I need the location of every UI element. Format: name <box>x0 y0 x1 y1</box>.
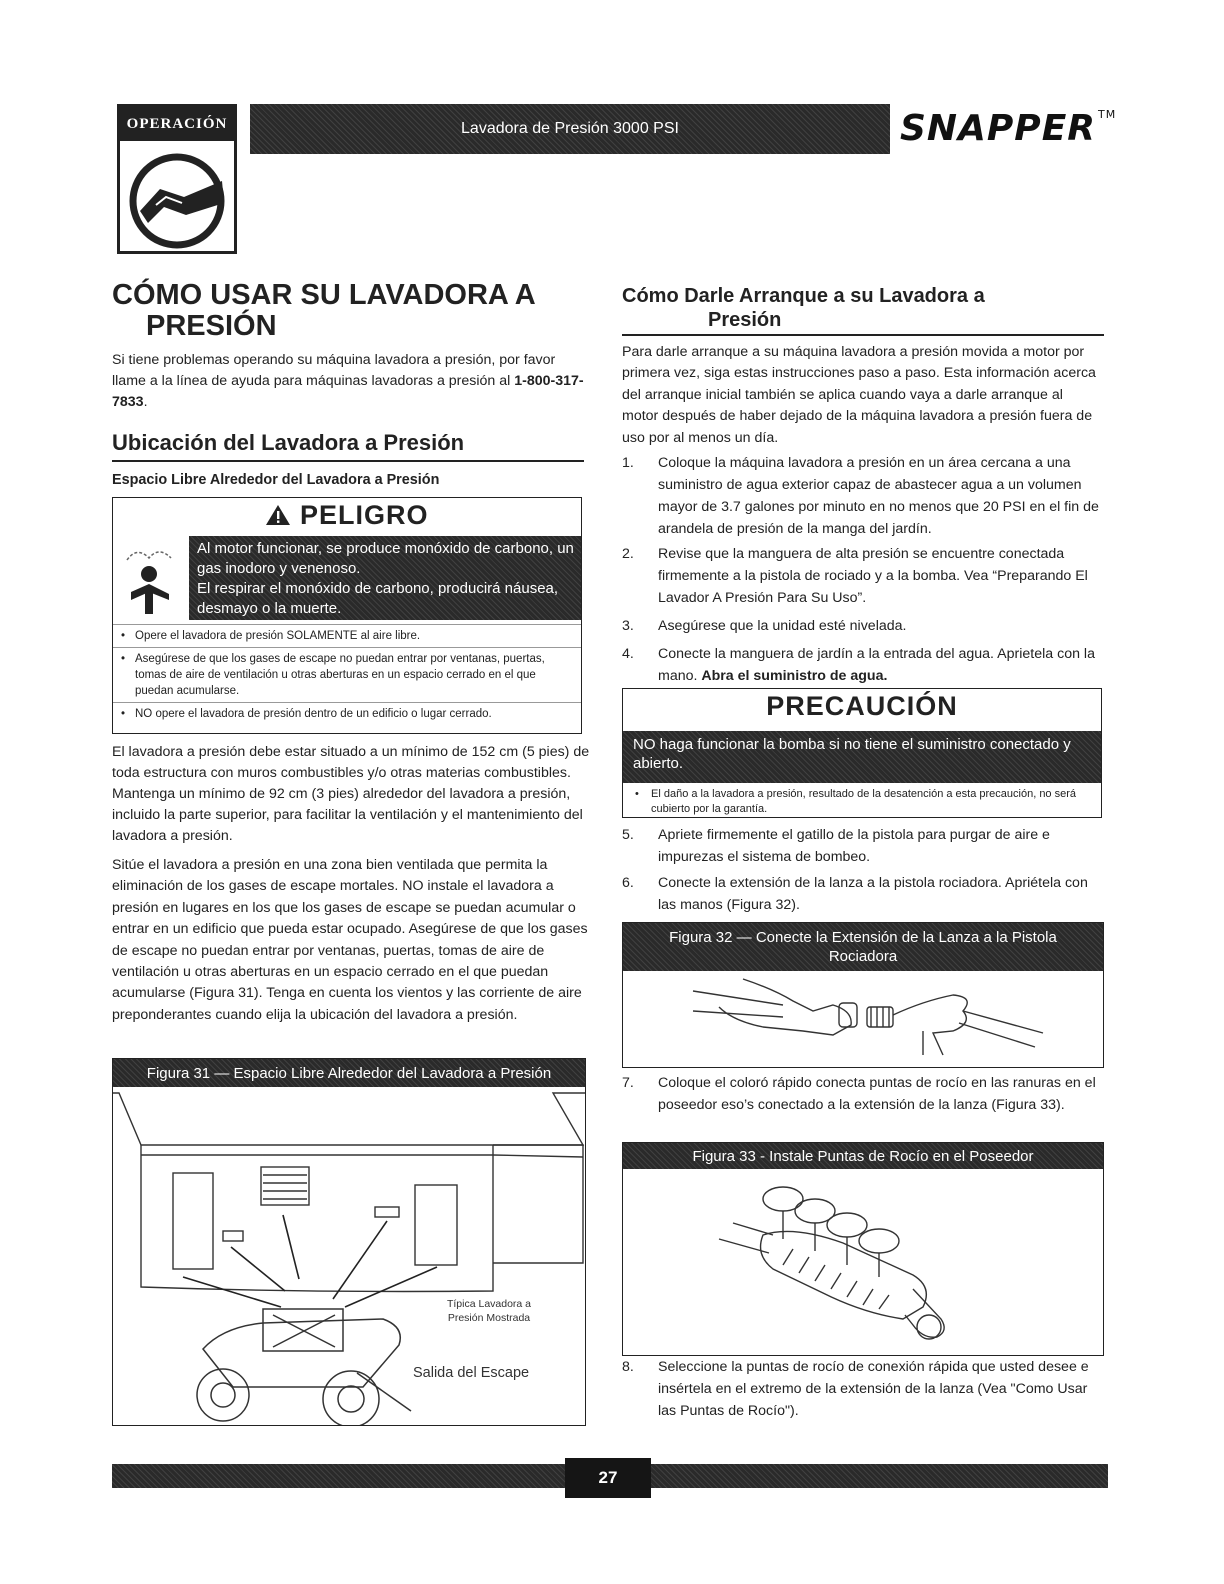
step-number: 3. <box>622 618 634 634</box>
figure-31-caption: Figura 31 — Espacio Libre Alrededor del Lavadora a Presión <box>113 1059 585 1087</box>
danger-title-text: PELIGRO <box>300 500 429 530</box>
figure-33 <box>622 1142 1104 1356</box>
step-text-plain: Conecte la manguera de jardín a la entrada del agua. Aprietela con la mano. <box>658 646 1095 684</box>
danger-title <box>113 500 581 531</box>
danger-item: • Opere el lavadora de presión SOLAMENTE al aire libre. <box>113 624 581 647</box>
typical-unit-label: Típica Lavadora a Presión Mostrada <box>446 1298 532 1324</box>
starting-heading-line-2: Presión <box>708 309 782 331</box>
step-item <box>622 643 1102 687</box>
figure-32-caption <box>623 923 1103 971</box>
helpline-phone: 1-800-317-7833 <box>112 373 584 410</box>
toxic-fumes-icon <box>119 542 189 618</box>
location-heading: Ubicación del Lavadora a Presión <box>112 430 584 462</box>
step-item <box>622 452 1102 540</box>
caution-item: • El daño a la lavadora a presión, resultado de la desatención a esta precaución, no será cubierto por la garantía. <box>623 785 1101 817</box>
step-text: Coloque la máquina lavadora a presión en un área cercana a una suministro de agua exterior capaz de abastecer agua a un volumen mayor de 3.7 galones por minuto en no menos que 20 PSI en el fin de arandela de presión de la manga del jardín. <box>658 455 1099 537</box>
operation-section-badge <box>117 104 237 254</box>
step-number: 2. <box>622 546 634 562</box>
step-number: 8. <box>622 1359 634 1375</box>
caution-band: NO haga funcionar la bomba si no tiene el suministro conectado y abierto. <box>623 731 1101 783</box>
page-number: 27 <box>565 1458 651 1498</box>
figure-32 <box>622 922 1104 1068</box>
danger-item: • Asegúrese de que los gases de escape no puedan entrar por ventanas, puertas, tomas de aire de ventilación u otras aberturas en un espacio cerrado en el que puedan acumularse. <box>113 647 581 702</box>
step-number: 4. <box>622 646 634 662</box>
starting-heading <box>622 284 1104 336</box>
danger-band <box>189 536 581 620</box>
figure-32-caption-line-1: Figura 32 — Conecte la Extensión de la Lanza a la Pistola <box>669 929 1057 946</box>
starting-intro: Para darle arranque a su máquina lavadora a presión movida a motor por primera vez, siga estas instrucciones paso a paso. Esta información acerca del arranque inicial también se aplica cuando vaya a darle arranque al motor después de haber dejado de la máquina lavadora a presión fuera de uso por al menos un día. <box>622 344 1096 446</box>
step-item <box>622 615 1102 637</box>
section-label: OPERACIÓN <box>120 107 234 141</box>
step-text: Apriete firmemente el gatillo de la pistola para purgar de aire e impurezas el sistema de bombeo. <box>658 827 1050 865</box>
intro-end: . <box>143 394 148 410</box>
intro-paragraph <box>112 350 590 413</box>
figure-32-caption-line-2: Rociadora <box>828 948 898 965</box>
brand-name: SNAPPER <box>900 108 1096 149</box>
step-text: Seleccione la puntas de rocío de conexión rápida que usted desee e insértela en el extremo de la extensión de la lanza (Vea "Como Usar las Puntas de Rocío"). <box>658 1359 1089 1419</box>
ventilation-paragraph: Sitúe el lavadora a presión en una zona bien ventilada que permita la eliminación de los gases de escape mortales. NO instale el lavadora a presión en lugares en los que los gases de escape se puedan acumular o entrar en un edificio que pueda estar ocupado. Asegúrese de que los gases de escape no puedan entrar por ventanas, puertas, tomas de aire de ventilación u otras aberturas en un espacio cerrado en el que puedan acumularse (Figura 31). Tenga en cuenta los vientos y las corriente de aire preponderantes cuando elija la ubicación del lavadora a presión. <box>112 857 588 1023</box>
step-item <box>622 1072 1102 1116</box>
step-text <box>658 643 1102 687</box>
product-title: Lavadora de Presión 3000 PSI <box>461 120 679 137</box>
warning-triangle-icon <box>265 504 291 526</box>
step-text-bold: Abra el suministro de agua. <box>701 668 888 684</box>
product-title-bar <box>250 104 890 154</box>
danger-band-line-1: Al motor funcionar, se produce monóxido de carbono, un gas inodoro y venenoso. <box>197 540 574 577</box>
brand-logo <box>900 108 1120 152</box>
step-item <box>622 824 1102 868</box>
trademark: TM <box>1098 108 1117 121</box>
step-text: Revise que la manguera de alta presión se encuentre conectada firmemente a la pistola de rociado y a la bomba. Vea “Preparando El Lavador A Presión Para Su Uso”. <box>658 546 1088 606</box>
page-title <box>112 280 592 342</box>
figure-33-caption: Figura 33 - Instale Puntas de Rocío en el Poseedor <box>623 1143 1103 1169</box>
danger-item: • NO opere el lavadora de presión dentro de un edificio o lugar cerrado. <box>113 702 581 725</box>
caution-box <box>622 688 1102 818</box>
danger-box <box>112 497 582 734</box>
title-line-2: PRESIÓN <box>146 310 277 342</box>
caution-list <box>623 785 1101 817</box>
step-item <box>622 872 1102 916</box>
danger-band-line-2: El respirar el monóxido de carbono, producirá náusea, desmayo o la muerte. <box>197 580 559 617</box>
figure-31 <box>112 1058 586 1426</box>
starting-heading-line-1: Cómo Darle Arranque a su Lavadora a <box>622 285 985 307</box>
step-item <box>622 1356 1102 1422</box>
clearance-heading: Espacio Libre Alrededor del Lavadora a Presión <box>112 472 440 488</box>
title-line-1: CÓMO USAR SU LAVADORA A <box>112 279 536 311</box>
step-text: Asegúrese que la unidad esté nivelada. <box>658 618 907 634</box>
step-text: Coloque el coloró rápido conecta puntas de rocío en las ranuras en el poseedor eso’s conectado a la extensión de la lanza (Figura 33). <box>658 1075 1096 1113</box>
clearance-paragraph: El lavadora a presión debe estar situado a un mínimo de 152 cm (5 pies) de toda estructura con muros combustibles y/o otras materias combustibles. Mantenga un mínimo de 92 cm (3 pies) alrededor del lavadora a presión, incluido la parte superior, para facilitar la ventilación y el mantenimiento del lavadora a presión. <box>112 744 590 844</box>
caution-title: PRECAUCIÓN <box>766 691 958 721</box>
step-number: 5. <box>622 827 634 843</box>
operation-icon <box>126 145 228 249</box>
step-number: 1. <box>622 455 634 471</box>
intro-text: Si tiene problemas operando su máquina lavadora a presión, por favor llame a la línea de ayuda para máquinas lavadoras a presión al <box>112 352 556 389</box>
step-number: 6. <box>622 875 634 891</box>
figure-32-illustration <box>623 971 1103 1067</box>
figure-33-illustration <box>623 1169 1103 1355</box>
step-text: Conecte la extensión de la lanza a la pistola rociadora. Apriétela con las manos (Figura 32). <box>658 875 1088 913</box>
exhaust-outlet-label: Salida del Escape <box>413 1365 530 1381</box>
step-number: 7. <box>622 1075 634 1091</box>
step-item <box>622 543 1102 609</box>
danger-list <box>113 624 581 725</box>
